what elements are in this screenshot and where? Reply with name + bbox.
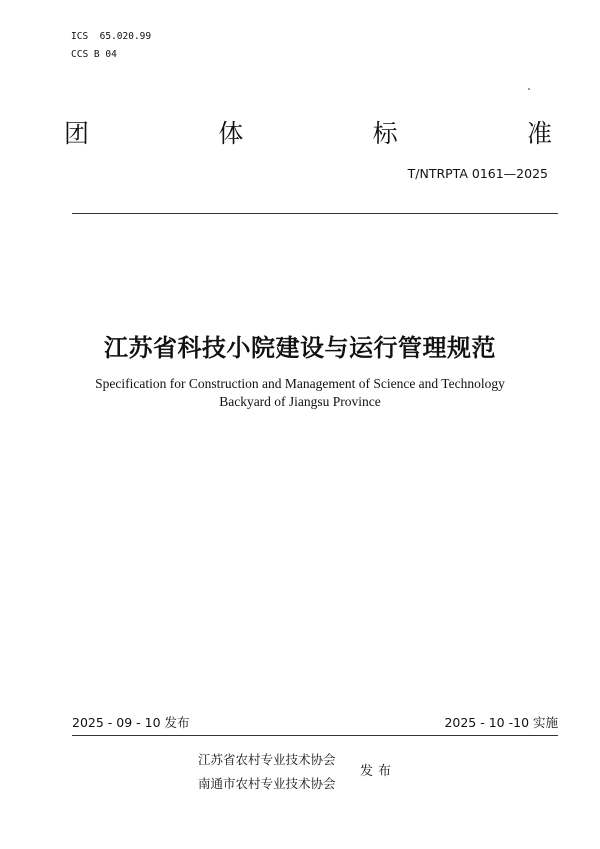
classification-codes <box>71 28 151 64</box>
english-title <box>0 375 600 411</box>
chinese-title: 江苏省科技小院建设与运行管理规范 <box>104 334 496 362</box>
header-divider <box>72 213 558 214</box>
scan-speck <box>528 88 530 90</box>
ccs-line <box>71 46 151 64</box>
ics-label: ICS <box>71 31 89 42</box>
standard-type-heading <box>64 114 552 150</box>
standard-type-char-1: 团 <box>64 119 90 148</box>
ics-line <box>71 28 151 46</box>
implementation-date: 2025 - 10 -10 实施 <box>444 715 558 730</box>
issue-date: 2025 - 09 - 10 发布 <box>72 715 190 730</box>
standard-type-char-3: 标 <box>372 119 398 148</box>
issuer-org-2: 南通市农村专业技术协会 <box>198 776 336 791</box>
ccs-code: B 04 <box>93 49 117 60</box>
english-title-line-2: Backyard of Jiangsu Province <box>219 394 381 409</box>
standard-type-char-4: 准 <box>526 119 552 148</box>
standard-number: T/NTRPTA 0161—2025 <box>407 166 548 181</box>
issuing-organizations <box>198 748 336 796</box>
issuer-org-1: 江苏省农村专业技术协会 <box>198 752 336 767</box>
ccs-label: CCS <box>71 49 89 60</box>
english-title-line-1: Specification for Construction and Management of Science and Technology <box>95 376 505 391</box>
standard-type-char-2: 体 <box>218 119 244 148</box>
footer-divider <box>72 735 558 736</box>
ics-code: 65.020.99 <box>99 31 152 42</box>
publish-label: 发布 <box>360 764 397 779</box>
